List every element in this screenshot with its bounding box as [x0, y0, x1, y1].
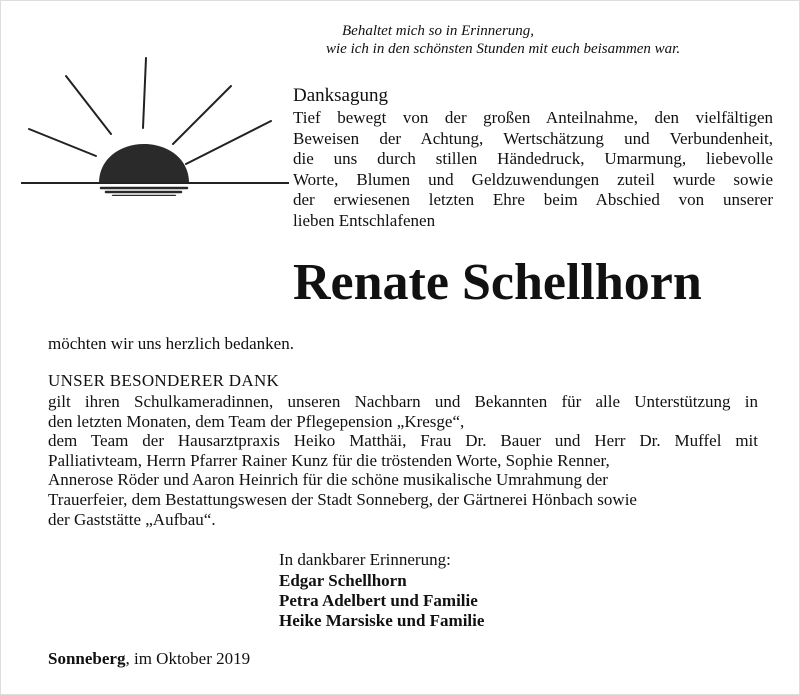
intro-text [293, 108, 773, 231]
intro-line: Worte, Blumen und Geldzuwendungen zuteil wurde sowie [293, 169, 773, 189]
date: , im Oktober 2019 [125, 649, 251, 668]
special-line: der Gaststätte „Aufbau“. [48, 509, 216, 529]
signatory-name: Edgar Schellhorn [279, 571, 407, 590]
intro-line: der erwiesenen letzten Ehre beim Abschied von unserer [293, 190, 773, 209]
special-thanks-title: UNSER BESONDERER DANK [48, 371, 280, 390]
special-line: gilt ihren Schulkameradinnen, unseren Nachbarn und Bekannten für alle Unterstützung in [48, 392, 758, 411]
memory-label: In dankbarer Erinnerung: [279, 550, 451, 569]
motto-line: wie ich in den schönsten Stunden mit euch beisammen war. [326, 41, 681, 57]
signatory-name: Heike Marsiske und Familie [279, 611, 485, 630]
signatory-name: Petra Adelbert und Familie [279, 591, 478, 610]
motto-line: Behaltet mich so in Erinnerung, [342, 23, 535, 39]
deceased-name: Renate Schellhorn [293, 254, 702, 311]
special-line: dem Team der Hausarztpraxis Heiko Matthäi, Frau Dr. Bauer und Herr Dr. Muffel mit [48, 431, 758, 451]
special-line: Trauerfeier, dem Bestattungswesen der Stadt Sonneberg, der Gärtnerei Hönbach sowie [48, 489, 637, 509]
motto-quote [326, 22, 681, 58]
intro-title: Danksagung [293, 85, 388, 106]
intro-line: Tief bewegt von der großen Anteilnahme, den vielfältigen [293, 108, 773, 127]
special-line: Annerose Röder und Aaron Heinrich für die schöne musikalische Umrahmung der [48, 470, 608, 490]
place: Sonneberg [48, 649, 126, 668]
place-date [48, 649, 250, 669]
special-line: Palliativteam, Herrn Pfarrer Rainer Kunz für die tröstenden Worte, Sophie Renner, [48, 450, 610, 470]
setting-sun-icon [21, 56, 291, 196]
intro-line: die uns durch stillen Händedruck, Umarmung, liebevolle [293, 149, 773, 168]
intro-line: Beweisen der Achtung, Wertschätzung und Verbundenheit, [293, 128, 773, 148]
thanks-text: möchten wir uns herzlich bedanken. [48, 334, 294, 353]
intro-line: lieben Entschlafenen [293, 210, 436, 230]
special-thanks-text [48, 392, 758, 529]
special-line: den letzten Monaten, dem Team der Pflegepension „Kresge“, [48, 411, 465, 431]
signatories [279, 571, 484, 631]
